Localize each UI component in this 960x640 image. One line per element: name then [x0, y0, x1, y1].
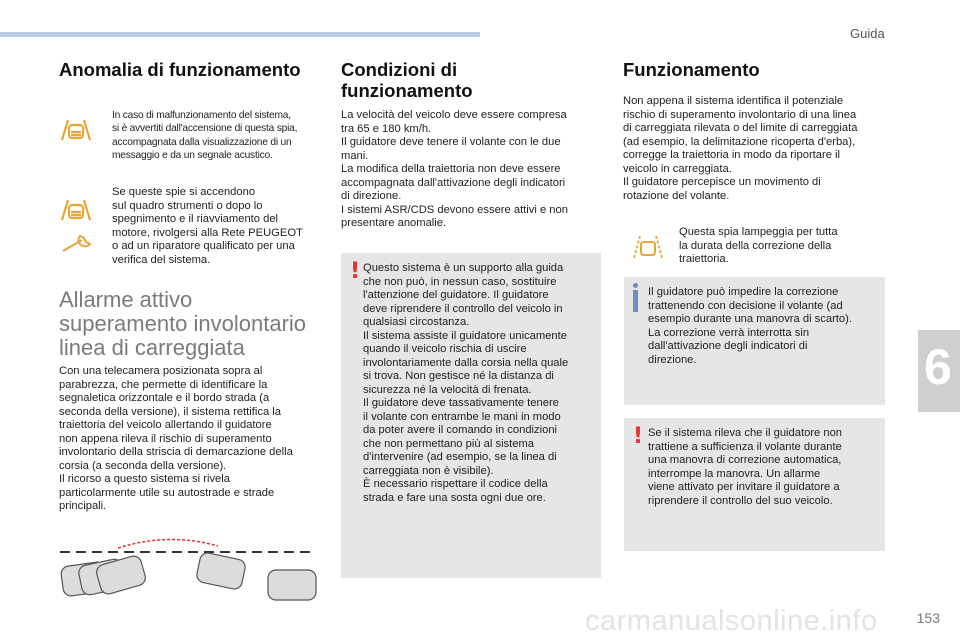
header-accent-bar — [0, 32, 480, 37]
alarm-text: Con una telecamera posizionata sopra al parabrezza, che permette di identificare la segnaletica orizzontale e il bordo strada (a seconda della versione), il sistema rettifica la traiettoria del veicolo allertando il guidatore non appena rileva il rischio di superamento involontario della striscia di demarcazione della corsia (a seconda della versione). Il ricorso a questo sistema si rivela particolarmente utile su autostrade e strade principali. — [59, 365, 293, 512]
service-wrench-icon — [60, 232, 96, 254]
lane-correction-lamp-icon — [630, 232, 666, 262]
col1-note1: In caso di malfunzionamento del sistema, si è avvertiti dall'accensione di questa spia, accompagnata dalla visualizzazione di un messaggio e da un segnale acustico. — [112, 110, 298, 162]
col3-warning-box — [624, 418, 885, 551]
page-number: 153 — [916, 610, 940, 626]
col3-text: Non appena il sistema identifica il potenziale rischio di superamento involontario di una linea di carreggiata rilevata o del limite di carreggiata (ad esempio, la delimitazione ricoperta d'erba), corregge la traiettoria in modo da riportare il veicolo in carreggiata. Il guidatore percepisce un movimento di rotazione del volante. — [623, 95, 858, 202]
col3-title: Funzionamento — [623, 59, 760, 80]
col2-title: Condizioni di funzionamento — [341, 59, 473, 101]
watermark: carmanualsonline.info — [585, 605, 878, 637]
col3-lamp-note: Questa spia lampeggia per tutta la durata della correzione della traiettoria. — [679, 226, 838, 265]
col1-title: Anomalia di funzionamento — [59, 59, 301, 80]
warning-exclamation-icon: ! — [633, 424, 644, 449]
col1-note2: Se queste spie si accendono sul quadro strumenti o dopo lo spegnimento e il riavviamento del motore, rivolgersi alla Rete PEUGEOT o ad un riparatore qualificato per una verifica del sistema. — [112, 186, 303, 266]
section-title: Guida — [850, 26, 885, 41]
lane-warning-lamp-icon — [58, 196, 94, 226]
chapter-number: 6 — [924, 339, 952, 395]
info-icon — [633, 290, 638, 312]
warning-exclamation-icon: ! — [350, 259, 361, 284]
alarm-title: Allarme attivo superamento involontario linea di carreggiata — [59, 287, 307, 360]
col3-info-text: Il guidatore può impedire la correzione trattenendo con decisione il volante (ad esempio durante una manovra di scarto). La correzione verrà interrotta sin dall'attivazione degli indicatori di direzione. — [648, 286, 852, 366]
col3-info-box — [624, 277, 885, 405]
lane-departure-illustration — [58, 530, 320, 606]
col3-warning-text: Se il sistema rileva che il guidatore non trattiene a sufficienza il volante durante una manovra di correzione automatica, interrompe la manovra. Un allarme viene attivato per invitare il guidatore a riprendere il controllo del suo veicolo. — [648, 427, 843, 507]
col2-text: La velocità del veicolo deve essere compresa tra 65 e 180 km/h. Il guidatore deve tenere il volante con le due mani. La modifica della traiettoria non deve essere accompagnata dall'attivazione degli indicatori di direzione. I sistemi ASR/CDS devono essere attivi e non presentare anomalie. — [341, 109, 568, 229]
chapter-tab — [918, 330, 960, 412]
col2-warning-box — [341, 253, 601, 578]
lane-warning-lamp-icon — [58, 116, 94, 146]
col2-warning-text: Questo sistema è un supporto alla guida che non può, in nessun caso, sostituire l'attenzione del guidatore. Il guidatore deve riprendere il controllo del veicolo in qualsiasi circostanza. Il sistema assiste il guidatore unicamente quando il veicolo rischia di uscire involontariamente dalla corsia nella quale si trova. Non gestisce né la distanza di sicurezza né la velocità di frenata. Il guidatore deve tassativamente tenere il volante con entrambe le mani in modo da poter avere il comando in condizioni che non permettano più al sistema d'intervenire (ad esempio, se la linea di carreggiata non è visibile). È necessario rispettare il codice della strada e fare una sosta ogni due ore. — [363, 262, 569, 504]
